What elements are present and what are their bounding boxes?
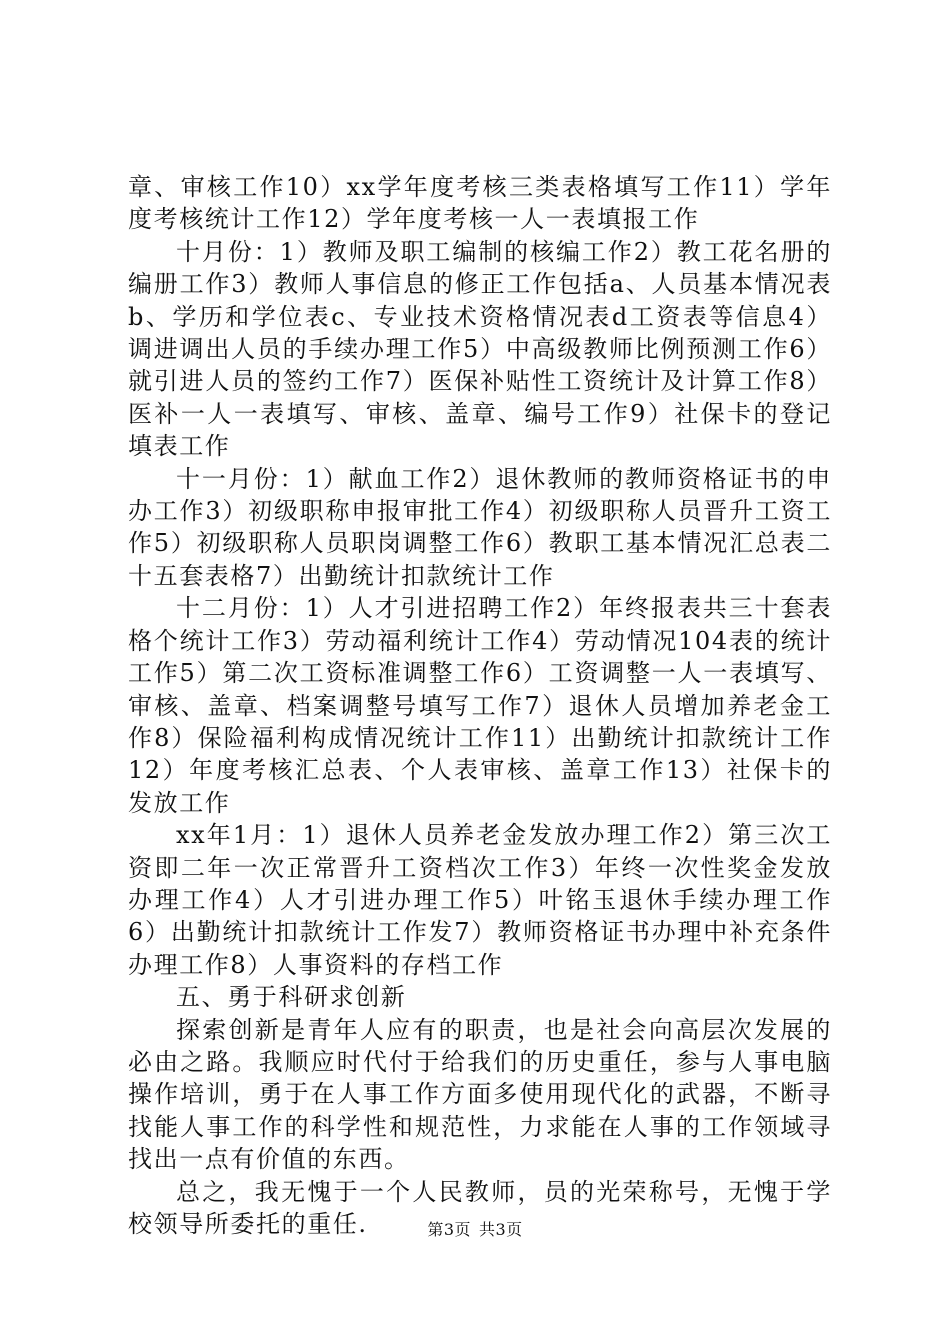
paragraph-conclusion: 总之，我无愧于一个人民教师，员的光荣称号，无愧于学校领导所委托的重任. — [128, 1177, 832, 1238]
page-number-total: 共3页 — [479, 1220, 523, 1239]
paragraph-continuation: 章、审核工作10）xx学年度考核三类表格填写工作11）学年度考核统计工作12）学年度考核一人一表填报工作 — [128, 173, 832, 234]
document-body — [128, 171, 832, 1240]
page-footer — [0, 1217, 950, 1240]
paragraph-december: 十二月份：1）人才引进招聘工作2）年终报表共三十套表格个统计工作3）劳动福利统计工作4）劳动情况104表的统计工作5）第二次工资标准调整工作6）工资调整一人一表填写、审核、盖章、档案调整号填写工作7）退休人员增加养老金工作8）保险福利构成情况统计工作11）出勤统计扣款统计工作12）年度考核汇总表、个人表审核、盖章工作13）社保卡的发放工作 — [128, 594, 832, 817]
section-heading-innovation: 五、勇于科研求创新 — [176, 983, 407, 1012]
page-number-current: 第3页 — [427, 1220, 471, 1239]
paragraph-october: 十月份：1）教师及职工编制的核编工作2）教工花名册的编册工作3）教师人事信息的修正工作包括a、人员基本情况表b、学历和学位表c、专业技术资格情况表d工资表等信息4）调进调出人员的手续办理工作5）中高级教师比例预测工作6）就引进人员的签约工作7）医保补贴性工资统计及计算工作8）医补一人一表填写、审核、盖章、编号工作9）社保卡的登记填表工作 — [128, 237, 832, 461]
paragraph-january: xx年1月：1）退休人员养老金发放办理工作2）第三次工资即二年一次正常晋升工资档次工作3）年终一次性奖金发放办理工作4）人才引进办理工作5）叶铭玉退休手续办理工作6）出勤统计扣款统计工作发7）教师资格证书办理中补充条件办理工作8）人事资料的存档工作 — [128, 821, 832, 979]
paragraph-innovation: 探索创新是青年人应有的职责，也是社会向高层次发展的必由之路。我顺应时代付于给我们的历史重任，参与人事电脑操作培训，勇于在人事工作方面多使用现代化的武器，不断寻找能人事工作的科学性和规范性，力求能在人事的工作领域寻找出一点有价值的东西。 — [128, 1015, 832, 1174]
paragraph-november: 十一月份：1）献血工作2）退休教师的教师资格证书的申办工作3）初级职称申报审批工作4）初级职称人员晋升工资工作5）初级职称人员职岗调整工作6）教职工基本情况汇总表二十五套表格7）出勤统计扣款统计工作 — [128, 464, 832, 590]
